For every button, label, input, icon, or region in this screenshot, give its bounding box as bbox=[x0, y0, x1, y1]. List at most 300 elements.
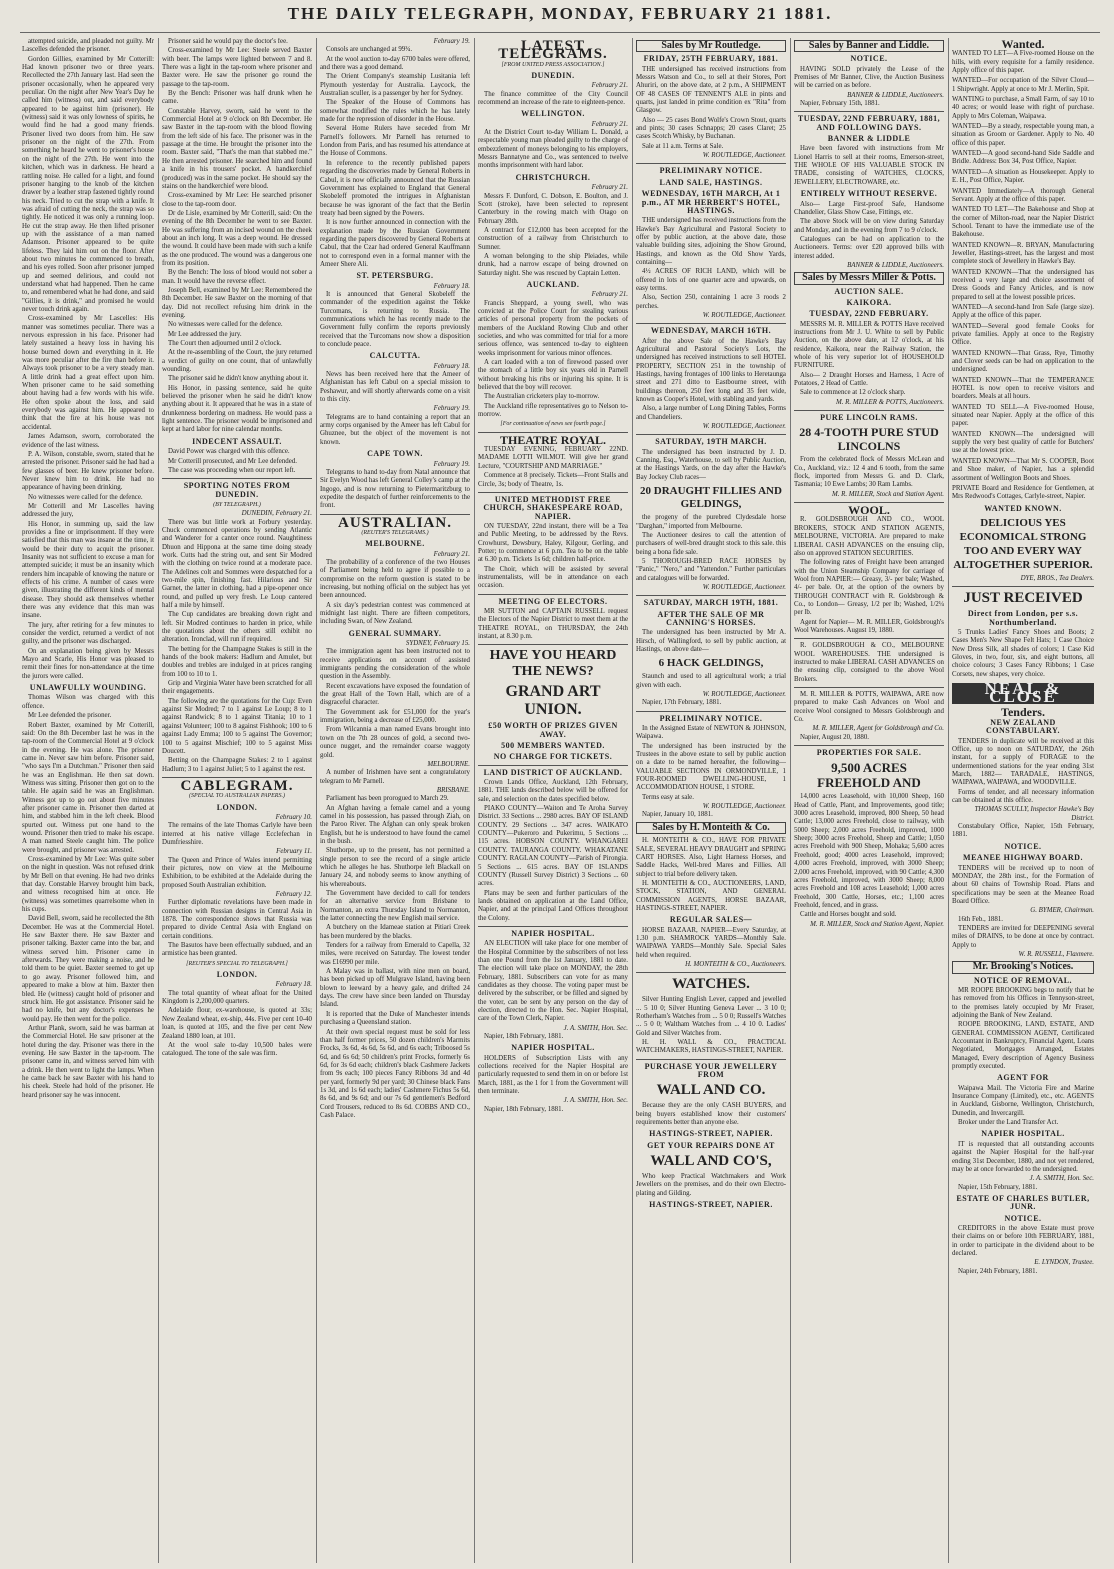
ad-section-header: Sales by Messrs Miller & Potts. bbox=[794, 272, 944, 284]
paragraph: Constable Harvey, sworn, said he went to the Commercial Hotel at 9 o'clock on 8th December. He saw Baxter in the tap-room with the blood flowing from the left side of his face. The prisoner was in the passage at the time. He brought the prisoner into the room. Baxter said, "That's the man that stabbed me." He then arrested prisoner. He searched him and found a knife in his trousers' pocket. A handkerchief (produced) was in the same pocket. He should say the stains on the handkerchief were blood. bbox=[162, 107, 312, 190]
ad-subheading: AUCTION SALE. bbox=[834, 286, 904, 296]
paragraph: The probability of a conference of the two Houses of Parliament being held to agree if possible to a compromise on the reform question is stated to be increasing, but nothing official on the subject has yet been announced. bbox=[320, 558, 470, 600]
paragraph: the progeny of the purebred Clydesdale horse "Darghan," imported from Melbourne. bbox=[636, 514, 786, 530]
paragraph: A Malay was in ballast, with nine men on board, has been picked up off Mulgrave Island, having been blown to leeward by a heavy gale, and drifted 24 days. The crew have since been landed on Thursday Island. bbox=[320, 968, 470, 1009]
signature: E. LYNDON, Trustee. bbox=[1034, 1259, 1094, 1267]
paragraph: Mr Lee defended the prisoner. bbox=[28, 712, 112, 720]
paragraph: Robert Baxter, examined by Mr Cotterill, said: On the 8th December last he was in the tap-room of the Commercial Hotel at 9 o'clock in the evening. He was alone. The prisoner came in. Never saw him before. Prisoner said, "who says I'm a Dutchman." Prisoner then said he was an Englishman. He then sat down. Witness was sitting. Prisoner then got on to the table. He again said he was an Englishman. Witness got up to go out about five minutes after prisoner came in. Prisoner then darted at him, and stabbed him in the left cheek. Blood spurted out. Witness put one hand to the wound. Prisoner then tried to make his escape. A man named Steele caught him. The police were brought, and prisoner was arrested. bbox=[22, 721, 154, 854]
paragraph: At the re-assembling of the Court, the jury returned a verdict of guilty on one count, that of unlawfully wounding. bbox=[162, 349, 312, 374]
divider bbox=[636, 595, 786, 596]
paragraph: After the above Sale of the Hawke's Bay Agricultural and Pastoral Society's Lots, the undersigned has received instructions to sell HOTEL PROPERTY, SECTION 251 in the township of Hastings, having frontages of 100 links to Heretaunga street and 271 ditto to Eastbourne street, with buildings thereon, 250 feet long and 35 feet wide, known as Cooper's Hotel, with stabling and yards. bbox=[636, 337, 786, 404]
ad-subheading: MEANEE HIGHWAY BOARD. bbox=[963, 853, 1083, 863]
ad-headline: WALL AND CO. bbox=[656, 1082, 766, 1099]
ad-section-header: Sales by Banner and Liddle. bbox=[794, 40, 944, 52]
paragraph: The Auckland rifle representatives go to Nelson to-morrow. bbox=[478, 402, 628, 419]
paragraph: David Bell, sworn, said he recollected the 8th December. He was at the Commercial Hotel. He saw Baxter there. He saw Baxter and prisoner talking. Baxter came into the bar, and witness served him. Prisoner came in afterwards. They were making a noise, and he told them to be quiet. Baxter seemed to get up to go away. Prisoner followed him, and appeared to make a blow at him. Baxter then bled. He (witness) caught hold of prisoner and struck him. He got assistance. Prisoner said he had no knife, but any doctor's expenses he would pay. He then went for the police. bbox=[22, 915, 154, 1023]
paragraph: Gordon Gillies, examined by Mr Cotterill: Had known prisoner two or three years. Recollected the 27th January last. Had seen the prisoner occasionally, when he appeared very peculiar. On the night after New Year's Day he called him (witness) out, and said everybody appeared to be against him (prisoner). He (witness) said it was only lowness of spirits, he would find he had a good many friends. Prisoner lived two doors from him. He saw prisoner on the night of the 27th. From something he heard he went to prisoner's house on the night of the 27th. He went into the kitchen, which was in darkness. He heard a rattling noise. He called for a light, and found prisoner hanging to the knob of the kitchen drawer by a leather strap fastened tightly round his neck. Tried to cut the strap with a knife. It was afraid of cutting the neck, the strap was so tightly. He noticed it was only a running loop. He cut the strap away. He then lifted prisoner up with the assistance of a man named Adamson. Prisoner appeared to be quite lifeless. They laid him out on the floor. After about two minutes he commenced to breath, and his eyes rolled. Soon after prisoner jumped up and seemed delirious, and could not understand what had happened. Then he came to, and remembered what he had done, and said "Gillies, it is drink," and promised he would never touch drink again. bbox=[22, 55, 154, 313]
paragraph: Consols are unchanged at 99¾. bbox=[326, 46, 413, 54]
byline: (BY TELEGRAPH.) bbox=[213, 501, 261, 508]
article-title: LATEST TELEGRAMS. bbox=[498, 38, 608, 63]
list-item: WANTED—Several good female Cooks for private families. Apply at once to the Registry Office. bbox=[952, 322, 1094, 347]
ad-subheading: KAIKORA. bbox=[846, 297, 892, 307]
date: February 12. bbox=[275, 891, 312, 898]
paragraph: In reference to the recently published papers regarding the discoveries made by General Roberts in Cabul, it is now officially announced that the Russian Government has explained to England that General Skobeleff promoted the intrigues in Afghanistan because he was ignorant of the fact that the Berlin treaty had been signed by the Powers. bbox=[320, 159, 470, 217]
paragraph: Forms of tender, and all necessary information can be obtained at this office. bbox=[952, 788, 1094, 805]
paragraph: Prisoner said he would pay the doctor's fee. bbox=[168, 38, 288, 45]
list-item: WANTED KNOWN—R. BRYAN, Manufacturing Jeweller, Hastings-street, has the largest and most complete stock of Jewellery in Hawke's Bay. bbox=[952, 241, 1094, 266]
paragraph: Telegrams are to hand containing a report that an army corps organised by the Ameer has left Cabul for Ghuznee, but the object of the movement is not known. bbox=[320, 413, 470, 446]
signature: W. ROUTLEDGE, Auctioneer. bbox=[702, 803, 786, 811]
article-title: AUSTRALIAN. bbox=[338, 514, 452, 531]
paragraph: Mr Lee addressed the jury. bbox=[168, 330, 242, 338]
ad-subheading: NEW ZEALAND CONSTABULARY. bbox=[985, 718, 1060, 736]
ad-heading: THEATRE ROYAL. bbox=[499, 432, 607, 447]
dateline: LONDON. bbox=[216, 802, 258, 812]
paragraph: Shuthorpe, up to the present, has not permitted a single person to see the record of a single article which he alleges he has. Shuthorpe left Blackall on January 24, and nobody seems to know anything of his whereabouts. bbox=[320, 847, 470, 888]
paragraph: The undersigned has been instructed by Mr A. Hirsch, of Wallingford, to sell by public auction, at Hastings, on above date— bbox=[636, 629, 786, 653]
ad-headline: DELICIOUS YES ECONOMICAL STRONG TOO AND EVERY WAY ALTOGETHER SUPERIOR. bbox=[953, 516, 1093, 571]
ad-line: £50 WORTH OF PRIZES GIVEN AWAY. bbox=[488, 721, 618, 739]
ad-heading: NAPIER HOSPITAL. bbox=[981, 1129, 1065, 1139]
signature: J. A. SMITH, Hon. Sec. bbox=[1029, 1175, 1094, 1183]
paragraph: At their own special request must be sold for less than half former prices, 50 dozen children's Marmits Frocks, 3s 6d, 4s 6d, 5s 6d, and 6s each; Triboosed 5s 6d, and 6s 6d; 50 children's print Frocks, formerly 6s 6d, for 3s 6d each; children's black Cashmere Jackets from 9s each; 100 pieces Fancy Ribbons 3d and 4d per yard, formerly 9d per yard; 30 Chinese black Fans 1s 3d, and 1s 6d each; ladies' Cashmere Fichus 5s 6d, 8s 6d, and 9s 6d; and our 7s 6d gentlemen's Bedford Cord Trousers, reduced to 8s 6d. COBBS AND CO., Cash Palace. bbox=[320, 1028, 470, 1119]
sale-date: TUESDAY, 22ND FEBRUARY, 1881, AND FOLLOWING DAYS. bbox=[797, 114, 941, 132]
ad-headline: GRAND ART UNION. bbox=[505, 683, 601, 719]
paragraph: TENDERS are invited for DEEPENING several miles of DRAINS, to be done at once by contract. Apply to bbox=[952, 924, 1094, 949]
date: February 19. bbox=[433, 405, 470, 413]
ad-headline: JUST RECEIVED bbox=[963, 590, 1083, 607]
paragraph: HAVING SOLD privately the Lease of the Premises of Mr Banner, Clive, the Auction Business will be carried on as before. bbox=[794, 65, 944, 90]
signature: W. ROUTLEDGE, Auctioneer. bbox=[702, 152, 786, 160]
paragraph: H. H. WALL & CO., PRACTICAL WATCHMAKERS, HASTINGS-STREET, NAPIER. bbox=[636, 1039, 786, 1055]
paragraph: THE undersigned has received instructions from the Hawke's Bay Agricultural and Pastoral Society to offer by public auction, at the above date, those valuable building sites, adjoining the Show Ground, Hastings, and known as the Old Show Yards, containing— bbox=[636, 217, 786, 266]
paragraph: An Afghan having a female camel and a young camel in his possession, has passed through Ziah, on the Paroo River. The Afghan can only speak broken English, but he is understood to have found the camel in the bush. bbox=[320, 804, 470, 845]
column-divider bbox=[948, 38, 949, 1563]
paragraph: The Speaker of the House of Commons has somewhat modified the rules which he has lately made for the repression of disorder in the House. bbox=[320, 99, 470, 124]
paragraph: David Power was charged with this offence. bbox=[168, 448, 290, 456]
list-item: WANTED KNOWN—That Mr S. COOPER, Boot and Shoe maker, of Napier, has a splendid assortment of Wellington Boots and Shoes. bbox=[952, 457, 1094, 482]
address: HASTINGS-STREET, NAPIER. bbox=[649, 1200, 773, 1210]
signature: M. R. MILLER & POTTS, Auctioneers. bbox=[835, 398, 944, 406]
signature: J. A. SMITH, Hon. Sec. bbox=[563, 1024, 628, 1032]
paragraph: There was but little work at Forbury yesterday. Chuck commenced operations by sending Atlantic and Wanderer for a canter once round. Naughtiness Dhuon and Hippona at the same time doing steady work. Cutts had the string out, and sent Sir Modred with the clothing on twice round at a moderate pace. The Adelines colt and Sommes were despatched for a two-mile spin, finishing fast. Hilarious and Sir Garnet, the latter in clothing, had a pipe-opener once round, and pulled up very fresh. Le Loup cantered half a mile by himself. bbox=[162, 518, 312, 609]
column-5 bbox=[636, 38, 786, 1563]
paragraph: The prisoner said he didn't know anything about it. bbox=[168, 375, 309, 383]
list-item: WANTED KNOWN—That the undersigned has received a very large and choice assortment of Dress Goods and Fancy Articles, and is now prepared to sell at the lowest possible prices. bbox=[952, 268, 1094, 301]
paragraph: The immigration agent has been instructed not to receive applications on account of assisted immigrants pending the consideration of the whole question in the Assembly. bbox=[320, 648, 470, 681]
paragraph: Grip and Virginia Water have been scratched for all their engagements. bbox=[162, 680, 312, 696]
paragraph: 4½ ACRES OF RICH LAND, which will be offered in lots of one quarter acre and upwards, on easy terms. bbox=[636, 268, 786, 292]
paragraph: Parliament has been prorogued to March 29. bbox=[326, 795, 449, 803]
paragraph: Adelaide flour, ex-warehouse, is quoted at 33s; New Zealand wheat, ex-ship, 44s. Five per cent 10-40 loan, is quoted at 105, and the five per cent New Zealand 1880 loan, at 101. bbox=[162, 1007, 312, 1040]
paragraph: IT is requested that all outstanding accounts against the Napier Hospital for the half-year ending 31st December, 1880, and not yet rendered, may be at once forwarded to the undersigned. bbox=[952, 1140, 1094, 1173]
paragraph: PIAKO COUNTY—Waiton and Te Aroha Survey District. 33 Sections ... 2980 acres. BAY OF ISLAND COUNTY. 29 Sections ... 347 acres. WAIKATO COUNTY—Pukeroro and Pukerimu, 5 Sections ... 115 acres. HOBSON COUNTY. WHANGAREI COUNTY. TAURANGA COUNTY. WHAKATANE COUNTY. RAGLAN COUNTY—Parish of Pirongia. 5 Sections ... 615 acres. BAY OF ISLANDS COUNTY (Russell Survey District) 3 Sections ... 60 acres. bbox=[478, 805, 628, 888]
ad-section-title: Wanted. bbox=[1001, 38, 1045, 51]
paragraph: THE undersigned has received instructions from Messrs Watson and Co., to sell at their Stores, Port Ahuriri, on the above date, at 2 p.m., A SHIPMENT OF 48 CASES OF TENNENT'S ALE in pints and quarts, just landed in prime condition ex "Rita" from Glasgow. bbox=[636, 65, 786, 115]
signature: M. R. MILLER, Stock and Station Agent, Napier. bbox=[810, 920, 944, 928]
paragraph: attempted suicide, and pleaded not guilty. Mr Lascelles defended the prisoner. bbox=[22, 38, 154, 54]
divider bbox=[636, 972, 786, 973]
dateline: CAPE TOWN. bbox=[367, 449, 423, 459]
date: MELBOURNE. bbox=[427, 760, 470, 768]
list-item: WANTING to purchase, a Small Farm, of say 10 to 40 acres; or would lease with right of purchase. Apply to Mrs Coleman, Waipawa. bbox=[952, 96, 1094, 120]
date: February 19. bbox=[433, 38, 470, 45]
column-divider bbox=[474, 38, 475, 1563]
paragraph: Who keep Practical Watchmakers and Work Jewellers on the premises, and do their own Electro-plating and Gilding. bbox=[636, 1173, 786, 1197]
sale-date: TUESDAY, 22ND FEBRUARY. bbox=[809, 309, 929, 319]
list-item: WANTED TO SELL—A Five-roomed House, situated near Napier. Apply at the office of this paper. bbox=[952, 403, 1094, 428]
paragraph: The following rates of Freight have been arranged with the Union Steamship Company for carriage of Wool from NAPIER:— Greasy, 3/- per bale; Washed, 4/- per bale. Or, at the option of the owners by THROUGH CONTRACT with R. Goldsbrough & Co., to London— Greasy, 1/2 per lb; Washed, 1/2¼ per lb. bbox=[794, 559, 944, 617]
paragraph: A butchery on the Idameae station at Pitiari Creek has been murdered by the blacks. bbox=[320, 924, 470, 940]
ad-headline: 20 DRAUGHT FILLIES AND GELDINGS, bbox=[640, 485, 782, 511]
byline: [FROM UNITED PRESS ASSOCIATION.] bbox=[501, 61, 605, 68]
paragraph: Sale to commence at 12 o'clock sharp. bbox=[800, 389, 906, 397]
paragraph: R. GOLDSBROUGH & CO., MELBOURNE WOOL WAREHOUSES. THE undersigned is instructed to make LIBERAL CASH ADVANCES on the ensuing clip, consigned to the above Wool Brokers. bbox=[794, 642, 944, 683]
divider bbox=[952, 586, 1094, 587]
ad-headline: WALL AND CO'S, bbox=[650, 1153, 772, 1170]
paragraph: Napier, 17th February, 1881. bbox=[642, 699, 722, 707]
list-item: WANTED TO LET—A Five-roomed House on the hills, with every requisite for a family residence. Apply office of this paper. bbox=[952, 50, 1094, 75]
paragraph: The Orient Company's steamship Lusitania left Plymouth yesterday for Australia. Laycock, the Australian sculler, is a passenger by her for Sydney. bbox=[320, 73, 470, 98]
paragraph: The Cup candidates are breaking down right and left. Sir Modred continues to harden in price, while the quotations about the others still exhibit no alteration. Ironclad, will run if required. bbox=[162, 611, 312, 644]
dateline: WELLINGTON. bbox=[521, 109, 585, 119]
divider bbox=[636, 1059, 786, 1060]
ad-heading: PRELIMINARY NOTICE. bbox=[659, 166, 763, 176]
paragraph: Also— 2 Draught Horses and Harness, 1 Acre of Potatoes, 2 Head of Cattle. bbox=[794, 371, 944, 388]
ad-heading: PRELIMINARY NOTICE. bbox=[659, 713, 763, 723]
ad-heading: UNITED METHODIST FREE CHURCH, SHAKESPEARE ROAD, NAPIER. bbox=[483, 494, 623, 521]
paragraph: The Basutos have been effectually subdued, and an armistice has been granted. bbox=[162, 942, 312, 958]
paragraph: Agent for Napier— M. R. MILLER, Goldsbrough's Wool Warehouses. August 19, 1880. bbox=[794, 618, 944, 634]
paragraph: Also, a large number of Long Dining Tables, Forms and Chandeliers. bbox=[636, 405, 786, 421]
section-heading: UNLAWFULLY WOUNDING. bbox=[29, 683, 147, 693]
date: February 21. bbox=[591, 120, 628, 128]
paragraph: TENDERS in duplicate will be received at this Office, up to noon on SATURDAY, the 26th instant, for a supply of FORAGE to the undermentioned stations for the year ending 31st March, 1882— TARADALE, HASTINGS, WAIPAWA, WAIPAWA, and WOODVILLE. bbox=[952, 737, 1094, 787]
column-divider bbox=[790, 38, 791, 1563]
ad-heading: WOOL. bbox=[848, 503, 890, 518]
dateline: CALCUTTA. bbox=[369, 351, 421, 361]
paragraph: MR ROOPE BROOKING begs to notify that he has removed from his Offices in Tennyson-street, to the premises lately occupied by Mr Fraser, adjoining the Bank of New Zealand. bbox=[952, 986, 1094, 1019]
ad-subheading: PROPERTIES FOR SALE. bbox=[816, 748, 922, 758]
ad-subheading: ENTIRELY WITHOUT RESERVE. bbox=[800, 189, 938, 199]
paragraph: By the Bench: The loss of blood would not sober a man. It would have the reverse effect. bbox=[162, 269, 312, 285]
column-divider bbox=[158, 38, 159, 1563]
ad-subheading: ESTATE OF CHARLES BUTLER, JUNR. bbox=[956, 1193, 1090, 1212]
ad-heading: WANTED KNOWN. bbox=[984, 503, 1062, 513]
ad-headline: 9,500 ACRES FREEHOLD AND bbox=[817, 760, 921, 791]
signature: THOMAS SCULLY, Inspector Hawke's Bay District. bbox=[974, 806, 1094, 822]
paragraph: The total quantity of wheat afloat for the United Kingdom is 2,200,000 quarters. bbox=[162, 989, 312, 1006]
ad-subheading: NOTICE OF REMOVAL. bbox=[973, 975, 1073, 985]
paragraph: Telegrams to hand to-day from Natal announce that Sir Evelyn Wood has left General Colley's camp at the Ingogo, and is now returning to Pietermaritzburg to expedite the despatch of further reinforcements to the front. bbox=[320, 468, 470, 510]
paragraph: The finance committee of the City Council recommend an increase of the rate to eighteen-pence. bbox=[478, 90, 628, 107]
paragraph: The Government ask for £51,000 for the year's immigration, being a decrease of £25,000. bbox=[320, 708, 470, 725]
paragraph: P. A. Wilson, constable, sworn, stated that he arrested the prisoner. Prisoner said he had had a few glasses of beer. He knew prisoner before. Never knew him to drink. He had no appearance of having been drinking. bbox=[22, 450, 154, 492]
ad-line: Direct from London, per s.s. Northumberland. bbox=[967, 609, 1079, 627]
divider bbox=[794, 638, 944, 639]
paragraph: Napier, August 20, 1880. bbox=[800, 733, 870, 741]
paragraph: Mr Cotterill prosecuted, and Mr Lee defended. bbox=[168, 457, 297, 465]
paragraph: Sale at 11 a.m. Terms at Sale. bbox=[642, 142, 724, 150]
divider bbox=[636, 323, 786, 324]
signature: M. R. MILLER, Agent for Goldsbrough and Co. bbox=[812, 725, 944, 733]
ad-headline: WATCHES. bbox=[672, 976, 750, 993]
paragraph: His Honor, in summing up, said the law provides a fine or imprisonment. If they were satisfied that this man was insane at the time, it would be their duty to acquit the prisoner. Insanity was not sufficient to excuse a man for attempted suicide; it must be an insanity which renders him incapable of knowing the nature or effects of his crime. A number of cases were given, illustrating the different kinds of mental disease. They should ask themselves whether there was any evidence that this man was insane. bbox=[22, 520, 154, 620]
signature: DYE, BROS., Tea Dealers. bbox=[1020, 574, 1094, 582]
paragraph: His Honor, in passing sentence, said he quite believed the prisoner when he said he didn't know anything about it. It appeared that he was in a state of drunkenness bordering on madness. He would pass a light sentence. The prisoner would be imprisoned and kept at hard labor for nine calendar months. bbox=[162, 384, 312, 434]
ad-line: 500 MEMBERS WANTED. bbox=[501, 741, 605, 751]
paragraph: Cross-examined by Mr Lee: Was quite sober on the night in question. Was not refused drink by Mr Bell on that evening. He had two drinks that day. Constable Harvey brought him back, and witness recognised him at once. He (witness) was sometimes quarrelsome when in his cups. bbox=[22, 856, 154, 914]
sale-date: WEDNESDAY, 16TH MARCH, At 1 p.m., AT MR HERBERT'S HOTEL, HASTINGS. bbox=[641, 189, 781, 215]
paragraph: A contract for £12,000 has been accepted for the construction of a railway from Christchurch to Sumner. bbox=[478, 226, 628, 251]
date: February 10. bbox=[275, 813, 312, 821]
paragraph: Cross-examined by Mr Lascelles: His manner was sometimes peculiar. There was a nervous expression in his face. Prisoner had lately sustained a heavy loss in having his house burned down and everything in it. He was more peculiar after the fire than before it. Always took prisoner to be a very steady man. A little drink had a great effect upon him. When prisoner came to he said something about having had a few words with his wife. He often spoke about the loss, and said everybody was against him. He appeared to think that the fire at his house was not accidental. bbox=[22, 315, 154, 431]
paragraph: The following are the quotations for the Cup: Even against Sir Modred; 7 to 1 against Le Loup; 8 to 1 against Randwick; 8 to 1 against Titania; 10 to 1 against Volunteer; 100 to 8 against Fishhook; 100 to 6 against Lady Emma; 100 to 5 against The Governor; 100 to 5 against Mischief; 100 to 5 against Miss Doucett. bbox=[162, 697, 312, 755]
paragraph: Crown Lands Office, Auckland, 12th February, 1881. THE lands described below will be offered for sale, and selection on the dates specified below. bbox=[478, 779, 628, 803]
paragraph: By the Bench: Prisoner was half drunk when he came. bbox=[162, 90, 312, 106]
ad-subheading: AGENT FOR bbox=[997, 1073, 1049, 1083]
ad-section-header: Sales by H. Monteith & Co. bbox=[636, 822, 786, 834]
paragraph: Waipawa Mail. The Victoria Fire and Marine Insurance Company (Limited), etc., etc. AGENTS in Auckland, Gisborne, Wellington, Christchurch, Dunedin, and Invercargill. bbox=[952, 1084, 1094, 1117]
paragraph: 14,000 acres Leasehold, with 10,000 Sheep, 160 Head of Cattle, Plant, and Improvements, good title; 3000 acres Leasehold, improved, 800 Sheep, 50 head Cattle; 13,000 acres Freehold, close to railway, with 5000 Sheep; 2,000 acres Freehold, improved, 1000 Sheep; 3000 acres Freehold, Sheep and Cattle; 1,050 acres Freehold with 900 Sheep, Mohaka; 5,600 acres Freehold, good; 4000 acres Leasehold, improved; 4,000 acres Freehold, improved, with 3000 Sheep; 2,000 acres Freehold, improved, with 90 Cattle; 4,300 acres Freehold, improved, with 3000 Sheep; 8,000 acres Freehold and 108 acres Leasehold; 1,000 acres Freehold, 300 Cattle, Horses, etc.; 1,100 acres Freehold, fenced, and in grass. bbox=[794, 793, 944, 909]
paragraph: Broker under the Land Transfer Act. bbox=[958, 1119, 1059, 1127]
paragraph: Betting on the Champagne Stakes: 2 to 1 against Hadlum; 3 to 1 against Juliet; 5 to 1 against the rest. bbox=[162, 757, 312, 773]
dateline: DUNEDIN, February 21. bbox=[241, 510, 312, 518]
paragraph: At the wool auction to-day 6700 bales were offered, and there was a good demand. bbox=[320, 55, 470, 72]
divider bbox=[794, 687, 944, 688]
paragraph: A woman belonging to the ship Pleiades, while drunk, had a narrow escape of being drowned on Saturday night. She was rescued by Captain Letten. bbox=[478, 252, 628, 277]
ad-heading: NOTICE. bbox=[1004, 841, 1042, 851]
dateline: AUCKLAND. bbox=[526, 279, 580, 289]
divider bbox=[636, 711, 786, 712]
ad-headline: HAVE YOU HEARD THE NEWS? bbox=[489, 648, 617, 680]
column-4 bbox=[478, 38, 628, 1563]
paragraph: Terms easy at sale. bbox=[642, 793, 694, 801]
paragraph: 5 Trunks Ladies' Fancy Shoes and Boots; 2 Cases Men's New Shape Felt Hats; 1 Case Choice New Dress Silk, all shades of colors; 1 Case Kid Gloves, in two, four, six, and eight buttons, all choice colours; 3 Cases Fancy Ribbons; 1 Case Corsets, new shapes, very choice. bbox=[952, 628, 1094, 678]
paragraph: From the celebrated flock of Messrs McLean and Co., Auckland, viz.: 12 4 and 6 tooth, from the same flock, imported from Messrs G. and D. Clark, Tasmania; 10 Ewe Lambs; 30 Ram Lambs. bbox=[794, 456, 944, 489]
paragraph: Mr Cotterill and Mr Lascelles having addressed the jury, bbox=[22, 502, 154, 519]
continuation-note: [For continuation of news see fourth page.] bbox=[500, 421, 606, 428]
paragraph: Several Home Rulers have seceded from Mr Parnell's followers. Mr Parnell has returned to London from Paris, and has resumed his attendance at the House of Commons. bbox=[320, 125, 470, 158]
dateline: ST. PETERSBURG. bbox=[356, 271, 434, 281]
paragraph: 5 THOROUGH-BRED RACE HORSES by "Panic," "Nero," and "Yattendon." Further particulars and catalogues will be forwarded. bbox=[636, 557, 786, 582]
paragraph: No witnesses were called for the defence. bbox=[28, 493, 143, 501]
paragraph: Constabulary Office, Napier, 15th February, 1881. bbox=[952, 823, 1094, 839]
ad-heading: NAPIER HOSPITAL. bbox=[511, 1043, 595, 1053]
paragraph: It is announced that General Skobeleff the commander of the expedition against the Tekke Turcomans, is returning to Russia. The communications which he has recently made to the Government fully confirm the reports previously received that the Turcomans now show a disposition to conclude peace. bbox=[320, 290, 470, 349]
signature: W. ROUTLEDGE, Auctioneer. bbox=[702, 691, 786, 698]
column-2 bbox=[162, 38, 312, 1563]
ad-heading: NOTICE. bbox=[1004, 1213, 1042, 1223]
paragraph: In the Assigned Estate of NEWTON & JOHNSON, Waipawa. bbox=[636, 725, 786, 741]
paragraph: The Government have decided to call for tenders for an alternative service from Brisbane to Normanton, an extra Thursday Island to Normanton, the latter connecting the new English mail service. bbox=[320, 890, 470, 923]
section-heading: GENERAL SUMMARY. bbox=[348, 628, 442, 638]
signature: G. BYMER, Chairman. bbox=[1030, 907, 1094, 915]
paragraph: H. MONTEITH & CO., HAVE FOR PRIVATE SALE, SEVERAL HEAVY DRAUGHT and SPRING CART HORSES. Also, Light Harness Horses, and Saddle Hacks, Well-bred Mares and Fillies. All subject to trial before delivery taken. bbox=[636, 837, 786, 878]
list-item: WANTED TO LET—The Bakehouse and Shop at the corner of Milton-road, near the Napier District School. Tenant to have the immediate use of the Bakehouse. bbox=[952, 206, 1094, 239]
ad-heading: MEETING OF ELECTORS. bbox=[498, 596, 608, 606]
sale-date: FRIDAY, 25TH FEBRUARY, 1881. bbox=[643, 54, 779, 64]
paragraph: R. GOLDSBROUGH AND CO., WOOL BROKERS, STOCK AND STATION AGENTS, MELBOURNE, VICTORIA. Are prepared to make LIBERAL CASH ADVANCES on the ensuing clip, also on approved STATION SECURITIES. bbox=[794, 516, 944, 557]
paragraph: Joseph Bell, examined by Mr Lee: Remembered the 8th December. He saw Baxter on the morning of that day. Did not recollect refusing him drink in the evening. bbox=[162, 286, 312, 319]
paragraph: Silver Hunting English Lever, capped and jewelled ... 5 10 0; Silver Hunting Geneva Lever ... 3 10 0; Rotherham's Watches from ... 5 0 0; Russell's Watches ... 5 0 0; Waltham Watches from ... 4 10 0. Ladies' Gold and Silver Watches from. bbox=[636, 996, 786, 1037]
column-3 bbox=[320, 38, 470, 1563]
paragraph: Arthur Plank, sworn, said he was barman at the Commercial Hotel. He saw prisoner at the hotel during the day. Prisoner was there in the evening. He saw Baxter in the tap-room. The prisoner came in, and witness served him with a drink. He then went to light the lamps. When he came back he saw Baxter with his hand to his cheek. Steele had hold of the prisoner. He heard prisoner say he was innocent. bbox=[22, 1024, 154, 1099]
paragraph: Cross-examined by Mr Lee: He searched prisoner close to the tap-room door. bbox=[162, 192, 312, 208]
divider bbox=[794, 745, 944, 746]
paragraph: The undersigned has been instructed by J. D. Canning, Esq., Waterhouse, to sell by Public Auction, at the Hastings Yards, on the day after the Hawke's Bay Jockey Club races— bbox=[636, 448, 786, 481]
paragraph: At the wool sale to-day 10,500 bales were catalogued. The tone of the sale was firm. bbox=[162, 1041, 312, 1058]
paragraph: The Queen and Prince of Wales intend permitting their pictures, now on view at the Melbourne Exhibition, to be exhibited at the Adelaide during the proposed South Australian exhibition. bbox=[162, 856, 312, 889]
paragraph: The Australian cricketers play to-morrow. bbox=[484, 393, 600, 401]
paragraph: James Adamson, sworn, corroborated the evidence of the last witness. bbox=[22, 433, 154, 449]
paragraph: A number of Irishmen have sent a congratulatory telegram to Mr Parnell. bbox=[320, 769, 470, 785]
sale-date: SATURDAY, 19TH MARCH. bbox=[655, 437, 767, 447]
paragraph: Napier, 18th February, 1881. bbox=[484, 1105, 564, 1113]
paragraph: From Wilcannia a man named Evans brought into town on the 7th 28 ounces of gold, a second two-ounce nugget, and the remainder coarse waggoty gold. bbox=[320, 726, 470, 759]
signature: M. R. MILLER, Stock and Station Agent. bbox=[831, 490, 944, 498]
divider bbox=[478, 594, 628, 595]
paragraph: The above Stock will be on view during Saturday and Monday, and in the evening from 7 to 9 o'clock. bbox=[794, 218, 944, 234]
date: February 21. bbox=[591, 184, 628, 192]
ad-section-title: Tenders. bbox=[1001, 704, 1045, 719]
paragraph: Commence at 8 precisely. Tickets—Front Stalls and Circle, 3s; body of Theatre, 1s. bbox=[478, 472, 628, 488]
list-item: WANTED—A second-hand Iron Safe (large size). Apply at the office of this paper. bbox=[952, 303, 1094, 320]
section-heading: INDECENT ASSAULT. bbox=[192, 436, 282, 446]
ad-line: NO CHARGE FOR TICKETS. bbox=[493, 752, 613, 762]
paragraph: H. MONTEITH & CO., AUCTIONEERS, LAND, STOCK, STATION, AND GENERAL COMMISSION AGENTS, HORSE BAZAAR, HASTINGS-STREET, NAPIER. bbox=[636, 879, 786, 912]
paragraph: A cart loaded with a ton of firewood passed over the stomach of a little boy six years old in Parnell without breaking his ribs or injuring his spine. It is believed that the boy will recover. bbox=[478, 359, 628, 392]
paragraph: Also— Large First-proof Safe, Handsome Chandelier, Glass Show Case, Fittings, etc. bbox=[794, 200, 944, 216]
ad-subheading: LAND SALE, HASTINGS. bbox=[659, 177, 763, 187]
paragraph: Further diplomatic revelations have been made in connection with Russian designs in Central Asia in 1878. The correspondence shows that Russia was prepared to divide Central Asia with England on certain conditions. bbox=[162, 899, 312, 940]
paragraph: Napier, February 15th, 1881. bbox=[800, 100, 880, 108]
dateline: MELBOURNE. bbox=[365, 539, 425, 549]
divider bbox=[794, 111, 944, 112]
paragraph: TUESDAY EVENING, FEBRUARY 22ND. MADAME LOTTI WILMOT. Will give her grand Lecture, "COURTSHIP AND MARRIAGE." bbox=[478, 446, 628, 470]
masthead: THE DAILY TELEGRAPH, MONDAY, FEBRUARY 21 1881. bbox=[20, 4, 1100, 33]
list-item: WANTED—A situation as Housekeeper. Apply to E. H., Post Office, Napier. bbox=[952, 168, 1094, 185]
ad-heading: LAND DISTRICT OF AUCKLAND. bbox=[483, 767, 623, 777]
list-item: WANTED—A good second-hand Side Saddle and Bridle. Address: Box 34, Post Office, Napier. bbox=[952, 150, 1094, 166]
ad-subheading: PURE LINCOLN RAMS. bbox=[820, 413, 918, 423]
date: February 19. bbox=[433, 460, 470, 468]
paragraph: The Court then adjourned until 2 o'clock. bbox=[168, 340, 282, 348]
divider bbox=[162, 478, 312, 479]
ad-heading: NOTICE. bbox=[850, 54, 888, 64]
paragraph: MR SUTTON and CAPTAIN RUSSELL request the Electors of the Napier District to meet them at the THEATRE ROYAL, on THURSDAY, the 24th instant, at 8.30 p.m. bbox=[478, 607, 628, 640]
paragraph: The betting for the Champagne Stakes is still in the hands of the book makers: Hadlum and Amulet, but doubles and trebles are indulged in at prices ranging from 100 to 10 to 1. bbox=[162, 645, 312, 678]
list-item: WANTED Immediately—A thorough General Servant. Apply at the office of this paper. bbox=[952, 187, 1094, 203]
paragraph: M. R. MILLER & POTTS, WAIPAWA, ARE now prepared to make Cash Advances on Wool and receive Wool consigned to Messrs Goldsbrough and Co. bbox=[794, 691, 944, 724]
date: February 18. bbox=[433, 282, 470, 290]
signature: H. MONTEITH & CO., Auctioneers. bbox=[685, 960, 786, 968]
divider bbox=[478, 926, 628, 927]
ad-headline: 6 HACK GELDINGS, bbox=[658, 657, 764, 670]
ad-subheading: AFTER THE SALE OF MR CANNING'S HORSES. bbox=[657, 609, 765, 627]
paragraph: The undersigned has been instructed by the Trustees in the above estate to sell by public auction on a date to be named hereafter, the following—VALUABLE SECTIONS IN ORMONDVILLE, 1 FOUR-ROOMED DWELLING-HOUSE, 1 ACCOMMODATION HOUSE, 1 STORE. bbox=[636, 742, 786, 792]
dateline: DUNEDIN. bbox=[531, 71, 575, 81]
paragraph: The remains of the late Thomas Carlyle have been interred at his native village Ecclefechan in Dumfriesshire. bbox=[162, 822, 312, 846]
column-divider bbox=[632, 38, 633, 1563]
paragraph: A six day's pedestrian contest was commenced at midnight last night. There are fifteen competitors, including Swan, of New Zealand. bbox=[320, 601, 470, 626]
divider bbox=[636, 163, 786, 164]
paragraph: No witnesses were called for the defence. bbox=[168, 321, 283, 329]
date: February 11. bbox=[276, 848, 312, 856]
paragraph: The Auctioneer desires to call the attention of purchasers of well-bred draught stock to this sale. this being a bona fide sale. bbox=[636, 531, 786, 556]
list-item: WANTED KNOWN—That the TEMPERANCE HOTEL is now open to receive visitors and boarders. Meals at all hours. bbox=[952, 376, 1094, 401]
paragraph: Catalogues can be had on application to the Auctioneers. Terms: over £20 approved bills with interest added. bbox=[794, 235, 944, 260]
ad-subheading: BANNER & LIDDLE bbox=[827, 134, 911, 144]
paragraph: Dr de Lisle, examined by Mr Cotterill, said: On the evening of the 8th December he went to see Baxter. He was suffering from an incised wound on the cheek about an inch long. It was a deep wound. He dressed the wound. It could have been made with such a knife as the one produced. The wound was a dangerous one from its position. bbox=[162, 209, 312, 267]
sale-date: SATURDAY, MARCH 19TH, 1881. bbox=[643, 598, 779, 608]
date: BRISBANE. bbox=[436, 786, 470, 794]
column-6 bbox=[794, 38, 944, 1563]
paragraph: AN ELECTION will take place for one member of the Hospital Committee by the subscribers of not less than one Pound from the 1st January, 1881 to date. The election will take place on MONDAY, the 28th February, 1881. Subscribers can vote for as many candidates as they choose. The voting paper must be delivered by the subscriber, or be filled and signed by the voter, can be sent by any person on the day of election, directed to the Hon. Sec. Napier Hospital, care of the Town Clerk, Napier. bbox=[478, 940, 628, 1023]
paragraph: Francis Sheppard, a young swell, who was convicted at the Police Court for stealing various articles of personal property from the pockets of members of the Auckland Rowing Club and other societies, and who was committed for trial for a more serious offence, was sentenced to-day to eighteen weeks imprisonment for various minor offences. bbox=[478, 299, 628, 357]
paragraph: Napier, 18th February, 1881. bbox=[484, 1033, 564, 1041]
date: SYDNEY, February 15. bbox=[405, 640, 470, 648]
divider bbox=[478, 492, 628, 493]
paragraph: ROOPE BROOKING, LAND, ESTATE, AND GENERAL COMMISSION AGENT, Certificated Accountant in Bankruptcy, Financial Agent, Loans Negotiated, Mortgages Arranged, Estates Managed, Every description of Agency Business promptly executed. bbox=[952, 1021, 1094, 1071]
dateline: LONDON. bbox=[216, 970, 258, 980]
column-7 bbox=[952, 38, 1094, 1563]
signature: W. ROUTLEDGE, Auctioneer. bbox=[702, 423, 786, 431]
list-item: WANTED KNOWN—That Grass, Rye, Timothy and Clover seeds can be had on application to the undersigned. bbox=[952, 349, 1094, 374]
date: February 21. bbox=[591, 82, 628, 90]
paragraph: HOLDERS of Subscription Lists with any collections received for the Napier Hospital are particularly requested to send them in on or before 1st March, 1881, as the 1 for 1 from the Government will then terminate. bbox=[478, 1054, 628, 1096]
paragraph: HORSE BAZAAR, NAPIER—Every Saturday, at 1.30 p.m. SHAMROCK YARDS—Monthly Sale. WAIPAWA YARDS—Monthly Sale. Special Sales held when required. bbox=[636, 926, 786, 959]
ad-headline: 28 4-TOOTH PURE STUD LINCOLNS bbox=[799, 425, 939, 454]
byline: (SPECIAL TO AUSTRALIAN PAPERS.) bbox=[189, 793, 285, 800]
paragraph: It is now further announced in connection with the explanation made by the Russian Government regarding the papers discovered by General Roberts at Cabul, that the Czar had ordered General Kauffmann not to correspond even in a formal manner with the Ameer Shere Ali. bbox=[320, 219, 470, 268]
ad-heading: NAPIER HOSPITAL. bbox=[511, 928, 595, 938]
ad-heading: GET YOUR REPAIRS DONE AT bbox=[647, 1140, 775, 1150]
dateline: CHRISTCHURCH. bbox=[515, 172, 591, 182]
signature: W. R. RUSSELL, Flaxmere. bbox=[1018, 950, 1094, 958]
paragraph: 16th Feb., 1881. bbox=[958, 915, 1003, 923]
paragraph: The jury, after retiring for a few minutes to consider the verdict, returned a verdict of not guilty, and the prisoner was discharged. bbox=[22, 621, 154, 646]
divider bbox=[478, 765, 628, 766]
paragraph: Messrs F. Dunford, C. Dobson, E. Boulton, and J. Scott (stroke), have been selected to represent Canterbury in the rowing match with Otago on February 28th. bbox=[478, 192, 628, 225]
sale-date: WEDNESDAY, MARCH 16TH. bbox=[650, 326, 772, 336]
paragraph: Because they are the only CASH BUYERS, and being buyers established know their customers' requirements better than anyone else. bbox=[636, 1102, 786, 1127]
list-item: WANTED—For occupation of the Silver Cloud—1 Shipwright. Apply at once to Mr J. Merlin, Spit. bbox=[952, 77, 1094, 93]
column-divider bbox=[316, 38, 317, 1563]
ad-subheading: REGULAR SALES— bbox=[669, 915, 753, 925]
article-title: SPORTING NOTES FROM DUNEDIN. bbox=[183, 481, 291, 499]
paragraph: Recent excavations have exposed the foundation of the great Hall of the Town Hall, which are of a disgraceful character. bbox=[320, 682, 470, 707]
ad-section-header: Mr. Brooking's Notices. bbox=[952, 961, 1094, 973]
signature: J. A. SMITH, Hon. Sec. bbox=[563, 1097, 628, 1105]
paragraph: On an explanation being given by Messrs Mayo and Scarle, His Honor was pleased to remit their fines for non-attendance at the time the jurors were called. bbox=[22, 647, 154, 680]
paragraph: Thomas Wilson was charged with this offence. bbox=[22, 694, 154, 710]
ad-section-header: Sales by Mr Routledge. bbox=[636, 40, 786, 52]
list-item: WANTED KNOWN—The undersigned will supply the very best quality of cattle for Butchers' use at the lowest price. bbox=[952, 430, 1094, 455]
paragraph: Tenders for a railway from Emerald to Capella, 32 miles, were received on Saturday. The lowest tender was £16990 per mile. bbox=[320, 942, 470, 966]
divider bbox=[636, 434, 786, 435]
list-item: WANTED—By a steady, respectable young man, a situation as Groom or Gardener. Apply to No. 40 office of this paper. bbox=[952, 123, 1094, 147]
address: HASTINGS-STREET, NAPIER. bbox=[649, 1129, 773, 1139]
column-1 bbox=[22, 38, 154, 1563]
signature: BANNER & LIDDLE, Auctioneers. bbox=[847, 91, 944, 99]
wanted-list bbox=[952, 50, 1094, 501]
paragraph: Napier, January 10, 1881. bbox=[642, 811, 713, 819]
neal-close-logo: NEAL & CLOSE bbox=[952, 683, 1094, 704]
article-title: CABLEGRAM. bbox=[180, 777, 294, 794]
divider bbox=[478, 644, 628, 645]
signature: W. ROUTLEDGE, Auctioneer. bbox=[702, 311, 786, 319]
